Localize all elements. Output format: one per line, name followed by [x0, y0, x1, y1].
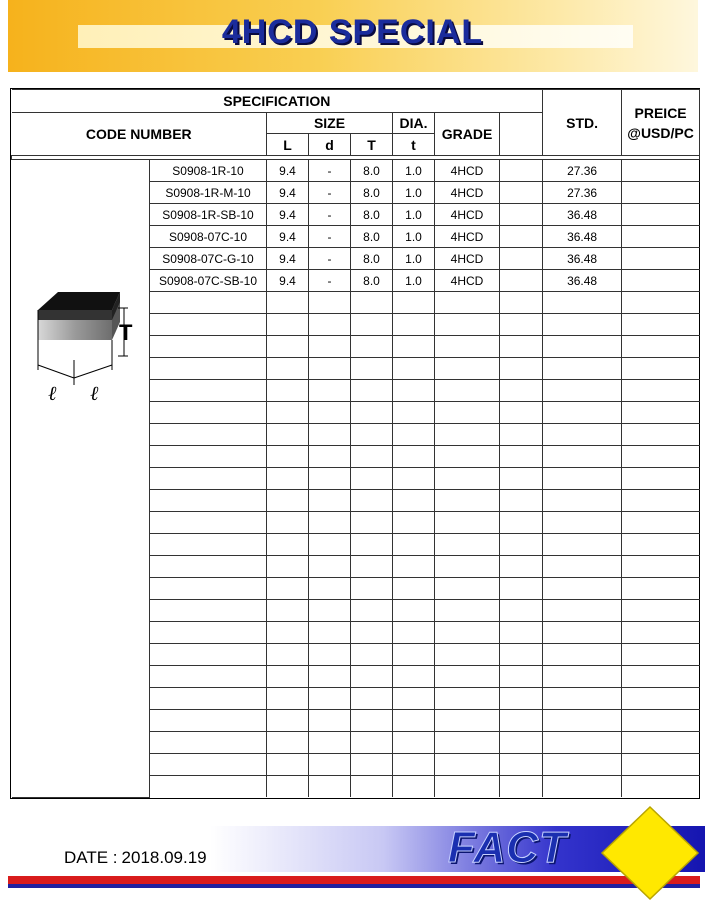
cell-code: S0908-1R-M-10: [150, 182, 267, 204]
cell-stock: [622, 314, 700, 336]
cell-code: [150, 380, 267, 402]
cell-L: [267, 314, 309, 336]
cell-t: 1.0: [393, 270, 435, 292]
cell-std: [500, 358, 543, 380]
cell-stock: [622, 468, 700, 490]
spec-table-frame: [10, 88, 700, 799]
cell-grade: [435, 534, 500, 556]
product-diagram-cell: [12, 160, 150, 798]
cell-price: [543, 776, 622, 798]
cell-d: [309, 292, 351, 314]
cell-stock: [622, 512, 700, 534]
cell-stock: [622, 732, 700, 754]
cell-d: [309, 754, 351, 776]
cell-stock: [622, 358, 700, 380]
cell-d: -: [309, 160, 351, 182]
cell-L: [267, 732, 309, 754]
cell-grade: [435, 556, 500, 578]
cell-T: 8.0: [351, 248, 393, 270]
cell-d: [309, 424, 351, 446]
cell-grade: 4HCD: [435, 160, 500, 182]
cell-T: 8.0: [351, 160, 393, 182]
cell-price: [543, 622, 622, 644]
cell-stock: [622, 490, 700, 512]
cell-T: [351, 666, 393, 688]
cell-price: [543, 446, 622, 468]
cell-stock: [622, 402, 700, 424]
cell-t: [393, 644, 435, 666]
cell-code: [150, 292, 267, 314]
size-header: SIZE: [267, 113, 393, 134]
cell-price: [543, 292, 622, 314]
cell-T: [351, 776, 393, 798]
cell-grade: [435, 358, 500, 380]
size-d-header: d: [309, 134, 351, 156]
cell-L: [267, 512, 309, 534]
cell-L: [267, 380, 309, 402]
cell-price: [543, 556, 622, 578]
cell-code: [150, 556, 267, 578]
cell-code: [150, 358, 267, 380]
cell-std: [500, 600, 543, 622]
cell-T: [351, 380, 393, 402]
size-L-header: L: [267, 134, 309, 156]
diagram-label-T: T: [118, 320, 132, 345]
cell-grade: 4HCD: [435, 226, 500, 248]
grade-header: GRADE: [435, 113, 500, 156]
cell-code: [150, 710, 267, 732]
cell-grade: [435, 688, 500, 710]
cell-L: 9.4: [267, 182, 309, 204]
cell-d: [309, 710, 351, 732]
cell-t: [393, 402, 435, 424]
cell-L: [267, 622, 309, 644]
cell-code: [150, 578, 267, 600]
cell-stock: [622, 446, 700, 468]
cell-code: [150, 688, 267, 710]
cell-grade: [435, 292, 500, 314]
cell-T: [351, 556, 393, 578]
cell-std: [500, 424, 543, 446]
date-value: 2018.09.19: [121, 848, 207, 867]
cell-L: [267, 666, 309, 688]
cell-stock: [622, 292, 700, 314]
cell-grade: [435, 666, 500, 688]
cell-T: [351, 754, 393, 776]
dia-t-header: t: [393, 134, 435, 156]
cell-stock: [622, 600, 700, 622]
date-label: DATE :: [64, 848, 118, 867]
cell-L: [267, 402, 309, 424]
cell-stock: [622, 776, 700, 798]
cell-code: [150, 776, 267, 798]
cell-std: [500, 468, 543, 490]
cell-d: [309, 644, 351, 666]
cell-std: [500, 534, 543, 556]
cell-d: [309, 512, 351, 534]
cell-L: [267, 534, 309, 556]
cell-price: 36.48: [543, 204, 622, 226]
cell-std: [500, 622, 543, 644]
cell-price: [543, 402, 622, 424]
cell-t: [393, 292, 435, 314]
cell-price: [543, 336, 622, 358]
cell-L: [267, 600, 309, 622]
cell-d: -: [309, 226, 351, 248]
cell-t: [393, 666, 435, 688]
cell-d: -: [309, 182, 351, 204]
cube-diagram: [12, 160, 150, 797]
cell-L: [267, 776, 309, 798]
cell-L: [267, 556, 309, 578]
cell-std: [500, 578, 543, 600]
cell-code: [150, 754, 267, 776]
cell-t: 1.0: [393, 182, 435, 204]
date-text: [64, 848, 211, 868]
cell-L: [267, 710, 309, 732]
cell-code: [150, 534, 267, 556]
cell-t: [393, 314, 435, 336]
cell-stock: [622, 226, 700, 248]
cell-std: [500, 336, 543, 358]
cell-stock: [622, 644, 700, 666]
code-number-header: CODE NUMBER: [12, 113, 267, 156]
cell-price: [543, 490, 622, 512]
cell-t: [393, 490, 435, 512]
cell-L: [267, 578, 309, 600]
cell-L: 9.4: [267, 204, 309, 226]
cell-d: [309, 622, 351, 644]
cell-std: [500, 270, 543, 292]
cell-T: [351, 512, 393, 534]
cell-code: [150, 666, 267, 688]
cell-stock: [622, 666, 700, 688]
cell-stock: [622, 380, 700, 402]
cell-T: [351, 534, 393, 556]
cell-code: S0908-1R-SB-10: [150, 204, 267, 226]
cell-d: [309, 688, 351, 710]
cell-grade: [435, 424, 500, 446]
cell-L: [267, 424, 309, 446]
diagram-label-l-left: ℓ: [47, 383, 56, 405]
cell-grade: [435, 380, 500, 402]
cell-std: [500, 732, 543, 754]
cell-std: [500, 446, 543, 468]
cell-d: [309, 490, 351, 512]
cell-code: [150, 644, 267, 666]
cell-t: [393, 446, 435, 468]
cell-t: [393, 754, 435, 776]
cell-L: [267, 490, 309, 512]
cell-price: 27.36: [543, 160, 622, 182]
cell-code: [150, 732, 267, 754]
cell-std: [500, 512, 543, 534]
cell-code: S0908-07C-10: [150, 226, 267, 248]
cell-code: [150, 622, 267, 644]
cell-std: [500, 644, 543, 666]
fact-logo: FACT: [448, 823, 567, 872]
cell-T: [351, 578, 393, 600]
cell-stock: [622, 270, 700, 292]
cell-L: 9.4: [267, 160, 309, 182]
cell-t: [393, 512, 435, 534]
cell-code: S0908-1R-10: [150, 160, 267, 182]
cell-code: [150, 446, 267, 468]
cell-d: [309, 600, 351, 622]
footer-red-stripe: [8, 876, 700, 884]
cell-price: [543, 512, 622, 534]
cell-d: [309, 358, 351, 380]
cell-price: [543, 424, 622, 446]
cell-t: 1.0: [393, 204, 435, 226]
cell-stock: [622, 182, 700, 204]
cell-t: 1.0: [393, 226, 435, 248]
cell-grade: [435, 754, 500, 776]
std-header: STD.: [543, 90, 622, 156]
cell-d: [309, 468, 351, 490]
cell-t: [393, 380, 435, 402]
cell-code: [150, 336, 267, 358]
cell-stock: [622, 754, 700, 776]
cell-T: [351, 732, 393, 754]
cell-T: 8.0: [351, 204, 393, 226]
cell-t: [393, 358, 435, 380]
cell-std: [500, 314, 543, 336]
cell-t: 1.0: [393, 160, 435, 182]
cell-t: [393, 732, 435, 754]
cell-code: [150, 490, 267, 512]
cell-d: [309, 732, 351, 754]
cell-d: -: [309, 270, 351, 292]
cell-price: 36.48: [543, 248, 622, 270]
cell-t: [393, 534, 435, 556]
cell-t: [393, 424, 435, 446]
cell-t: [393, 556, 435, 578]
cell-L: [267, 446, 309, 468]
cell-price: [543, 754, 622, 776]
table-row: [12, 160, 700, 182]
cell-std: [500, 688, 543, 710]
cell-t: [393, 600, 435, 622]
cell-T: [351, 446, 393, 468]
cell-price: [543, 534, 622, 556]
footer-blue-stripe: [8, 884, 700, 888]
dia-header: DIA.: [393, 113, 435, 134]
cell-price: 36.48: [543, 270, 622, 292]
cell-stock: [622, 204, 700, 226]
price-header-line1: PREICE: [634, 104, 687, 121]
price-header: [622, 90, 700, 156]
cell-price: [543, 468, 622, 490]
cell-grade: [435, 446, 500, 468]
cell-std: [500, 380, 543, 402]
spec-table: [11, 89, 700, 798]
cell-price: [543, 578, 622, 600]
cell-code: [150, 314, 267, 336]
cell-L: [267, 754, 309, 776]
cell-t: [393, 622, 435, 644]
cell-T: [351, 292, 393, 314]
cell-L: 9.4: [267, 248, 309, 270]
cell-t: [393, 578, 435, 600]
cell-T: [351, 710, 393, 732]
cell-L: 9.4: [267, 270, 309, 292]
cell-L: [267, 688, 309, 710]
cell-T: [351, 644, 393, 666]
cell-d: [309, 666, 351, 688]
cell-std: [500, 182, 543, 204]
cell-L: [267, 468, 309, 490]
cell-d: [309, 314, 351, 336]
cell-d: [309, 446, 351, 468]
cell-std: [500, 754, 543, 776]
diagram-label-l-right: ℓ: [89, 383, 98, 405]
cell-T: 8.0: [351, 270, 393, 292]
cell-grade: [435, 336, 500, 358]
cell-price: [543, 644, 622, 666]
cell-stock: [622, 622, 700, 644]
cell-grade: [435, 776, 500, 798]
cell-price: [543, 380, 622, 402]
cell-code: [150, 402, 267, 424]
cell-std: [500, 710, 543, 732]
cell-L: [267, 358, 309, 380]
cell-d: [309, 534, 351, 556]
cell-stock: [622, 578, 700, 600]
cell-t: [393, 468, 435, 490]
cell-grade: 4HCD: [435, 270, 500, 292]
cell-T: [351, 600, 393, 622]
cell-grade: [435, 622, 500, 644]
cell-grade: [435, 710, 500, 732]
cell-T: [351, 314, 393, 336]
cell-price: [543, 688, 622, 710]
cell-d: -: [309, 248, 351, 270]
cell-code: [150, 512, 267, 534]
cell-std: [500, 226, 543, 248]
cell-t: [393, 688, 435, 710]
cell-grade: [435, 314, 500, 336]
page-title: 4HCD SPECIAL: [221, 13, 484, 51]
cell-stock: [622, 336, 700, 358]
cell-stock: [622, 534, 700, 556]
cell-L: [267, 644, 309, 666]
cell-std: [500, 776, 543, 798]
cell-std: [500, 402, 543, 424]
cell-price: [543, 710, 622, 732]
cell-t: [393, 336, 435, 358]
cell-std: [500, 292, 543, 314]
cell-T: 8.0: [351, 182, 393, 204]
cell-d: [309, 402, 351, 424]
cell-price: [543, 314, 622, 336]
cell-t: [393, 776, 435, 798]
cell-d: [309, 380, 351, 402]
cell-grade: [435, 600, 500, 622]
cell-T: 8.0: [351, 226, 393, 248]
cell-std: [500, 666, 543, 688]
cell-grade: [435, 512, 500, 534]
cell-code: [150, 424, 267, 446]
cell-stock: [622, 710, 700, 732]
cell-std: [500, 160, 543, 182]
cell-price: [543, 732, 622, 754]
cell-L: 9.4: [267, 226, 309, 248]
cell-code: S0908-07C-SB-10: [150, 270, 267, 292]
cell-d: [309, 578, 351, 600]
cell-t: [393, 710, 435, 732]
cell-price: [543, 666, 622, 688]
cell-T: [351, 490, 393, 512]
cell-grade: 4HCD: [435, 182, 500, 204]
cell-stock: [622, 688, 700, 710]
cell-price: [543, 358, 622, 380]
cell-T: [351, 402, 393, 424]
cell-d: [309, 556, 351, 578]
cell-grade: [435, 644, 500, 666]
cell-std: [500, 248, 543, 270]
cell-d: [309, 336, 351, 358]
cell-d: -: [309, 204, 351, 226]
cell-grade: [435, 468, 500, 490]
cell-grade: 4HCD: [435, 204, 500, 226]
cell-code: [150, 468, 267, 490]
cell-stock: [622, 248, 700, 270]
diamond-logo-icon: [600, 805, 700, 901]
cell-grade: [435, 578, 500, 600]
cell-grade: 4HCD: [435, 248, 500, 270]
cell-d: [309, 776, 351, 798]
cell-code: S0908-07C-G-10: [150, 248, 267, 270]
cell-std: [500, 490, 543, 512]
cell-T: [351, 622, 393, 644]
cell-T: [351, 424, 393, 446]
cell-grade: [435, 490, 500, 512]
cell-code: [150, 600, 267, 622]
cell-stock: [622, 556, 700, 578]
cell-stock: [622, 160, 700, 182]
price-header-line2: @USD/PC: [627, 124, 694, 141]
cell-T: [351, 468, 393, 490]
cell-grade: [435, 732, 500, 754]
cell-price: 36.48: [543, 226, 622, 248]
size-T-header: T: [351, 134, 393, 156]
cell-price: 27.36: [543, 182, 622, 204]
cell-price: [543, 600, 622, 622]
cell-L: [267, 336, 309, 358]
cell-std: [500, 204, 543, 226]
cell-T: [351, 358, 393, 380]
cell-stock: [622, 424, 700, 446]
spec-header: SPECIFICATION: [12, 90, 543, 113]
cell-t: 1.0: [393, 248, 435, 270]
cell-grade: [435, 402, 500, 424]
cell-std: [500, 556, 543, 578]
cell-T: [351, 688, 393, 710]
cell-T: [351, 336, 393, 358]
cell-L: [267, 292, 309, 314]
